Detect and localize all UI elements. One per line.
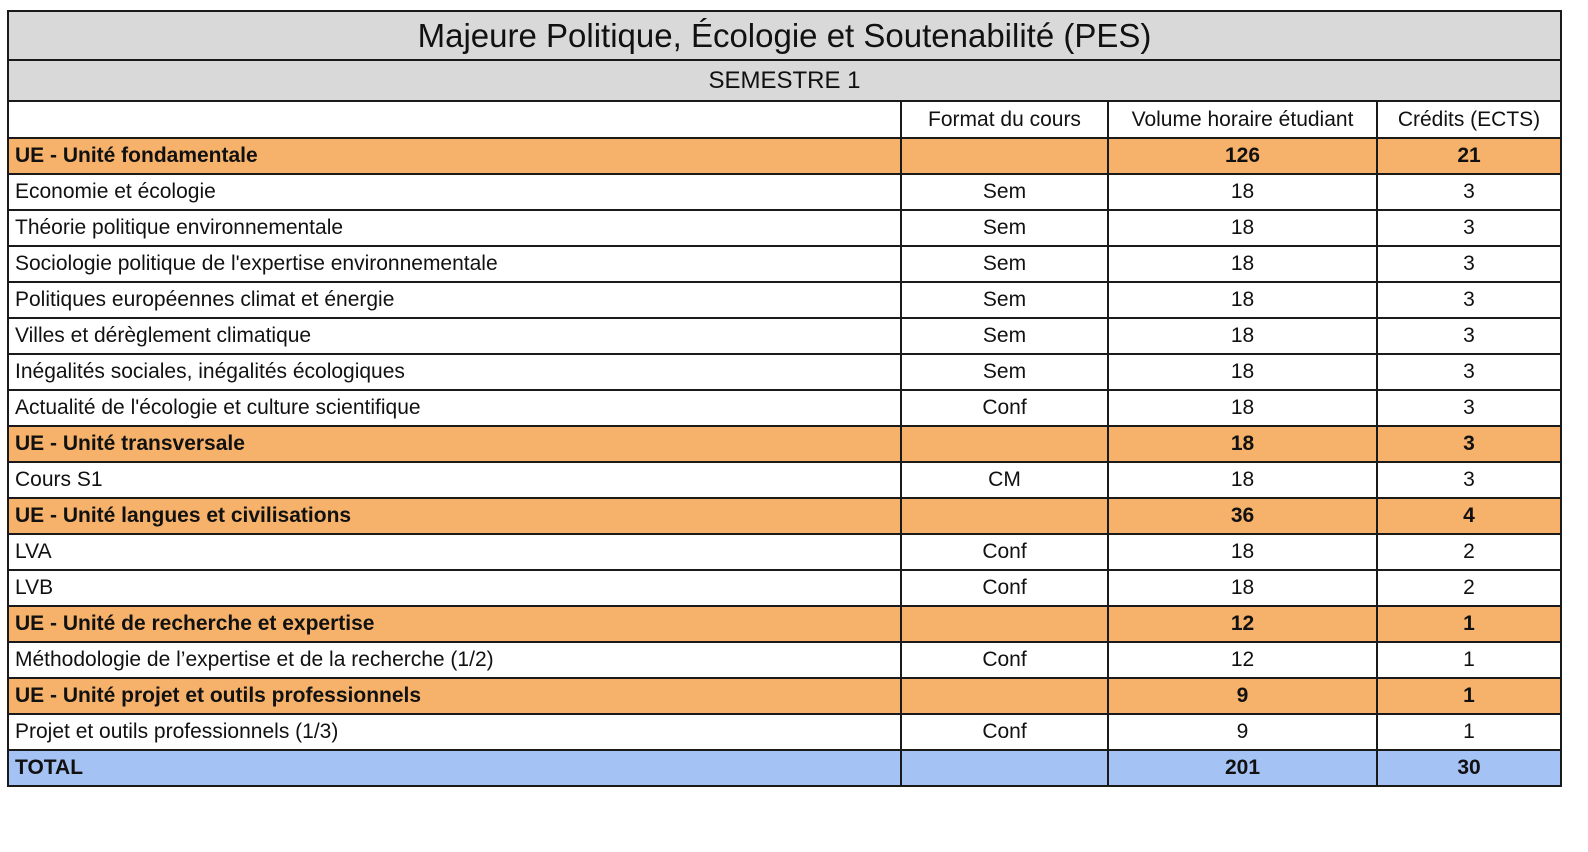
course-name-cell[interactable]: Théorie politique environnementale <box>8 210 901 246</box>
course-name-cell[interactable]: Cours S1 <box>8 462 901 498</box>
course-name-cell[interactable]: Villes et dérèglement climatique <box>8 318 901 354</box>
course-name-cell[interactable]: Inégalités sociales, inégalités écologiques <box>8 354 901 390</box>
section-name-cell[interactable]: UE - Unité fondamentale <box>8 138 901 174</box>
course-row <box>8 390 1561 426</box>
header-cell-hours[interactable]: Volume horaire étudiant <box>1108 101 1377 138</box>
course-format-cell[interactable]: Conf <box>901 714 1108 750</box>
header-cell-credits[interactable]: Crédits (ECTS) <box>1377 101 1561 138</box>
section-hours-cell[interactable]: 18 <box>1108 426 1377 462</box>
course-row <box>8 534 1561 570</box>
course-hours-cell[interactable]: 12 <box>1108 642 1377 678</box>
course-format-cell[interactable]: Sem <box>901 282 1108 318</box>
section-hours-cell[interactable]: 9 <box>1108 678 1377 714</box>
section-row <box>8 606 1561 642</box>
course-format-cell[interactable]: Sem <box>901 174 1108 210</box>
course-format-cell[interactable]: Conf <box>901 570 1108 606</box>
total-row <box>8 750 1561 786</box>
course-hours-cell[interactable]: 18 <box>1108 462 1377 498</box>
course-hours-cell[interactable]: 18 <box>1108 390 1377 426</box>
course-name-cell[interactable]: Politiques européennes climat et énergie <box>8 282 901 318</box>
course-row <box>8 462 1561 498</box>
course-row <box>8 642 1561 678</box>
course-credits-cell[interactable]: 3 <box>1377 174 1561 210</box>
course-hours-cell[interactable]: 18 <box>1108 282 1377 318</box>
section-format-cell[interactable] <box>901 498 1108 534</box>
course-row <box>8 570 1561 606</box>
course-credits-cell[interactable]: 3 <box>1377 282 1561 318</box>
section-format-cell[interactable] <box>901 138 1108 174</box>
section-name-cell[interactable]: UE - Unité langues et civilisations <box>8 498 901 534</box>
section-credits-cell[interactable]: 1 <box>1377 606 1561 642</box>
course-row <box>8 714 1561 750</box>
section-name-cell[interactable]: UE - Unité de recherche et expertise <box>8 606 901 642</box>
section-format-cell[interactable] <box>901 678 1108 714</box>
course-row <box>8 354 1561 390</box>
course-hours-cell[interactable]: 18 <box>1108 534 1377 570</box>
header-row <box>8 101 1561 138</box>
course-credits-cell[interactable]: 2 <box>1377 570 1561 606</box>
course-hours-cell[interactable]: 18 <box>1108 174 1377 210</box>
course-credits-cell[interactable]: 2 <box>1377 534 1561 570</box>
section-name-cell[interactable]: UE - Unité projet et outils professionnels <box>8 678 901 714</box>
course-format-cell[interactable]: Conf <box>901 390 1108 426</box>
course-name-cell[interactable]: LVA <box>8 534 901 570</box>
course-hours-cell[interactable]: 18 <box>1108 570 1377 606</box>
course-hours-cell[interactable]: 18 <box>1108 318 1377 354</box>
course-hours-cell[interactable]: 9 <box>1108 714 1377 750</box>
course-credits-cell[interactable]: 1 <box>1377 714 1561 750</box>
total-label-cell[interactable]: TOTAL <box>8 750 901 786</box>
course-row <box>8 174 1561 210</box>
section-row <box>8 426 1561 462</box>
total-credits-cell[interactable]: 30 <box>1377 750 1561 786</box>
spreadsheet <box>7 10 1560 787</box>
section-format-cell[interactable] <box>901 606 1108 642</box>
section-credits-cell[interactable]: 21 <box>1377 138 1561 174</box>
section-hours-cell[interactable]: 36 <box>1108 498 1377 534</box>
bottom-margin <box>0 836 1588 852</box>
course-credits-cell[interactable]: 3 <box>1377 390 1561 426</box>
course-format-cell[interactable]: Conf <box>901 534 1108 570</box>
course-credits-cell[interactable]: 3 <box>1377 462 1561 498</box>
title-row <box>8 11 1561 60</box>
course-name-cell[interactable]: LVB <box>8 570 901 606</box>
course-format-cell[interactable]: Sem <box>901 354 1108 390</box>
semester-row <box>8 60 1561 101</box>
section-row <box>8 498 1561 534</box>
course-name-cell[interactable]: Sociologie politique de l'expertise environnementale <box>8 246 901 282</box>
section-hours-cell[interactable]: 12 <box>1108 606 1377 642</box>
course-row <box>8 318 1561 354</box>
course-hours-cell[interactable]: 18 <box>1108 246 1377 282</box>
course-row <box>8 246 1561 282</box>
total-format-cell[interactable] <box>901 750 1108 786</box>
course-name-cell[interactable]: Economie et écologie <box>8 174 901 210</box>
course-format-cell[interactable]: Sem <box>901 318 1108 354</box>
page-title[interactable]: Majeure Politique, Écologie et Soutenabilité (PES) <box>8 11 1561 60</box>
semester-label[interactable]: SEMESTRE 1 <box>8 60 1561 101</box>
header-cell-name[interactable] <box>8 101 901 138</box>
course-format-cell[interactable]: CM <box>901 462 1108 498</box>
total-hours-cell[interactable]: 201 <box>1108 750 1377 786</box>
section-format-cell[interactable] <box>901 426 1108 462</box>
section-row <box>8 678 1561 714</box>
section-credits-cell[interactable]: 3 <box>1377 426 1561 462</box>
section-hours-cell[interactable]: 126 <box>1108 138 1377 174</box>
section-name-cell[interactable]: UE - Unité transversale <box>8 426 901 462</box>
course-format-cell[interactable]: Conf <box>901 642 1108 678</box>
section-credits-cell[interactable]: 1 <box>1377 678 1561 714</box>
top-margin <box>0 0 1588 10</box>
course-format-cell[interactable]: Sem <box>901 246 1108 282</box>
section-credits-cell[interactable]: 4 <box>1377 498 1561 534</box>
course-row <box>8 282 1561 318</box>
course-name-cell[interactable]: Projet et outils professionnels (1/3) <box>8 714 901 750</box>
course-hours-cell[interactable]: 18 <box>1108 354 1377 390</box>
course-hours-cell[interactable]: 18 <box>1108 210 1377 246</box>
course-format-cell[interactable]: Sem <box>901 210 1108 246</box>
course-row <box>8 210 1561 246</box>
course-credits-cell[interactable]: 3 <box>1377 210 1561 246</box>
course-credits-cell[interactable]: 1 <box>1377 642 1561 678</box>
course-credits-cell[interactable]: 3 <box>1377 318 1561 354</box>
header-cell-format[interactable]: Format du cours <box>901 101 1108 138</box>
course-name-cell[interactable]: Actualité de l'écologie et culture scientifique <box>8 390 901 426</box>
course-credits-cell[interactable]: 3 <box>1377 246 1561 282</box>
course-credits-cell[interactable]: 3 <box>1377 354 1561 390</box>
curriculum-table <box>7 10 1562 787</box>
course-name-cell[interactable]: Méthodologie de l’expertise et de la recherche (1/2) <box>8 642 901 678</box>
section-row <box>8 138 1561 174</box>
